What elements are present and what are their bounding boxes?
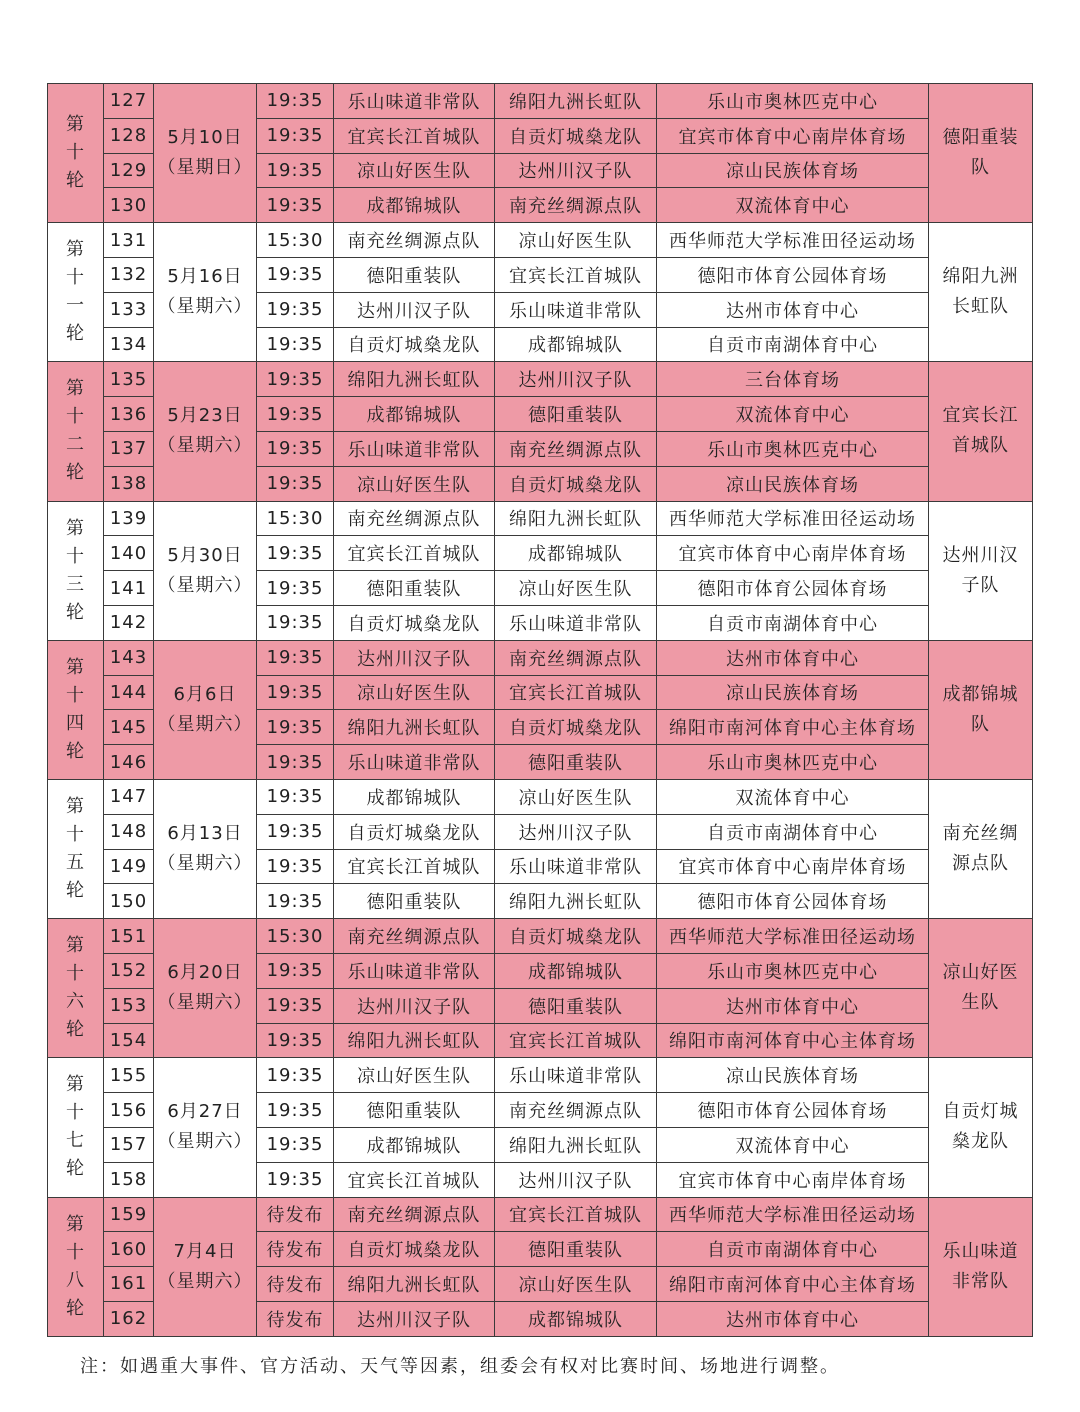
match-number: 129: [104, 153, 154, 188]
match-row: [48, 362, 1033, 397]
match-number: 131: [104, 223, 154, 258]
away-team: 成都锦城队: [495, 953, 657, 988]
kickoff-time: 待发布: [257, 1267, 334, 1302]
venue: 凉山民族体育场: [657, 153, 929, 188]
away-team: 自贡灯城燊龙队: [495, 710, 657, 745]
venue: 自贡市南湖体育中心: [657, 1232, 929, 1267]
home-team: 达州川汉子队: [334, 988, 495, 1023]
round-label: 第 十 轮: [48, 84, 104, 223]
venue: 宜宾市体育中心南岸体育场: [657, 849, 929, 884]
away-team: 宜宾长江首城队: [495, 1197, 657, 1232]
match-date: [154, 919, 257, 1058]
kickoff-time: 19:35: [257, 466, 334, 501]
away-team: 南充丝绸源点队: [495, 640, 657, 675]
match-number: 132: [104, 257, 154, 292]
venue: 西华师范大学标准田径运动场: [657, 223, 929, 258]
date-text: 7月4日: [173, 1240, 237, 1262]
venue: 德阳市体育公园体育场: [657, 571, 929, 606]
date-text: 5月30日: [167, 544, 243, 566]
bye-team: 自贡灯城 燊龙队: [929, 1058, 1033, 1197]
weekday-text: （星期六）: [157, 1270, 253, 1292]
venue: 宜宾市体育中心南岸体育场: [657, 536, 929, 571]
away-team: 绵阳九洲长虹队: [495, 84, 657, 119]
weekday-text: （星期六）: [157, 713, 253, 735]
venue: 宜宾市体育中心南岸体育场: [657, 118, 929, 153]
venue: 双流体育中心: [657, 1127, 929, 1162]
away-team: 自贡灯城燊龙队: [495, 466, 657, 501]
match-date: [154, 362, 257, 501]
match-date: [154, 1058, 257, 1197]
match-number: 133: [104, 292, 154, 327]
venue: 双流体育中心: [657, 397, 929, 432]
match-number: 156: [104, 1093, 154, 1128]
home-team: 乐山味道非常队: [334, 745, 495, 780]
home-team: 南充丝绸源点队: [334, 919, 495, 954]
weekday-text: （星期六）: [157, 853, 253, 875]
home-team: 宜宾长江首城队: [334, 536, 495, 571]
weekday-text: （星期六）: [157, 992, 253, 1014]
match-number: 135: [104, 362, 154, 397]
venue: 达州市体育中心: [657, 1301, 929, 1336]
kickoff-time: 19:35: [257, 84, 334, 119]
round-label: 第 十 五 轮: [48, 779, 104, 918]
home-team: 乐山味道非常队: [334, 953, 495, 988]
match-number: 139: [104, 501, 154, 536]
bye-team: 绵阳九洲 长虹队: [929, 223, 1033, 362]
match-number: 150: [104, 884, 154, 919]
away-team: 宜宾长江首城队: [495, 1023, 657, 1058]
away-team: 乐山味道非常队: [495, 605, 657, 640]
home-team: 德阳重装队: [334, 571, 495, 606]
venue: 乐山市奥林匹克中心: [657, 745, 929, 780]
home-team: 宜宾长江首城队: [334, 118, 495, 153]
home-team: 绵阳九洲长虹队: [334, 1023, 495, 1058]
away-team: 宜宾长江首城队: [495, 675, 657, 710]
kickoff-time: 19:35: [257, 188, 334, 223]
match-number: 128: [104, 118, 154, 153]
match-number: 137: [104, 431, 154, 466]
venue: 自贡市南湖体育中心: [657, 327, 929, 362]
venue: 德阳市体育公园体育场: [657, 257, 929, 292]
kickoff-time: 19:35: [257, 1162, 334, 1197]
match-number: 146: [104, 745, 154, 780]
venue: 达州市体育中心: [657, 292, 929, 327]
date-text: 6月6日: [173, 683, 237, 705]
home-team: 达州川汉子队: [334, 640, 495, 675]
venue: 凉山民族体育场: [657, 1058, 929, 1093]
match-date: [154, 779, 257, 918]
kickoff-time: 19:35: [257, 1058, 334, 1093]
kickoff-time: 19:35: [257, 1127, 334, 1162]
kickoff-time: 待发布: [257, 1232, 334, 1267]
match-number: 143: [104, 640, 154, 675]
kickoff-time: 19:35: [257, 640, 334, 675]
kickoff-time: 待发布: [257, 1301, 334, 1336]
venue: 乐山市奥林匹克中心: [657, 84, 929, 119]
home-team: 德阳重装队: [334, 257, 495, 292]
away-team: 凉山好医生队: [495, 571, 657, 606]
home-team: 达州川汉子队: [334, 1301, 495, 1336]
round-label: 第 十 四 轮: [48, 640, 104, 779]
bye-team: 凉山好医 生队: [929, 919, 1033, 1058]
kickoff-time: 19:35: [257, 362, 334, 397]
match-number: 142: [104, 605, 154, 640]
venue: 绵阳市南河体育中心主体育场: [657, 1267, 929, 1302]
match-number: 136: [104, 397, 154, 432]
away-team: 达州川汉子队: [495, 153, 657, 188]
away-team: 凉山好医生队: [495, 223, 657, 258]
venue: 达州市体育中心: [657, 640, 929, 675]
away-team: 德阳重装队: [495, 745, 657, 780]
date-text: 5月23日: [167, 405, 243, 427]
weekday-text: （星期六）: [157, 296, 253, 318]
match-number: 130: [104, 188, 154, 223]
match-date: [154, 501, 257, 640]
away-team: 宜宾长江首城队: [495, 257, 657, 292]
bye-team: 达州川汉 子队: [929, 501, 1033, 640]
match-number: 162: [104, 1301, 154, 1336]
home-team: 南充丝绸源点队: [334, 501, 495, 536]
match-row: [48, 1197, 1033, 1232]
venue: 凉山民族体育场: [657, 675, 929, 710]
match-number: 160: [104, 1232, 154, 1267]
match-number: 154: [104, 1023, 154, 1058]
home-team: 凉山好医生队: [334, 153, 495, 188]
away-team: 自贡灯城燊龙队: [495, 919, 657, 954]
home-team: 自贡灯城燊龙队: [334, 327, 495, 362]
venue: 凉山民族体育场: [657, 466, 929, 501]
round-label: 第 十 八 轮: [48, 1197, 104, 1336]
date-text: 5月16日: [167, 266, 243, 288]
bye-team: 成都锦城队: [929, 640, 1033, 779]
kickoff-time: 19:35: [257, 153, 334, 188]
kickoff-time: 19:35: [257, 571, 334, 606]
venue: 绵阳市南河体育中心主体育场: [657, 710, 929, 745]
away-team: 南充丝绸源点队: [495, 1093, 657, 1128]
kickoff-time: 19:35: [257, 1093, 334, 1128]
match-date: [154, 1197, 257, 1336]
home-team: 绵阳九洲长虹队: [334, 362, 495, 397]
bye-team: 德阳重装队: [929, 84, 1033, 223]
away-team: 绵阳九洲长虹队: [495, 501, 657, 536]
venue: 乐山市奥林匹克中心: [657, 953, 929, 988]
kickoff-time: 19:35: [257, 849, 334, 884]
away-team: 凉山好医生队: [495, 779, 657, 814]
match-number: 159: [104, 1197, 154, 1232]
round-label: 第 十 三 轮: [48, 501, 104, 640]
home-team: 成都锦城队: [334, 397, 495, 432]
home-team: 乐山味道非常队: [334, 431, 495, 466]
kickoff-time: 15:30: [257, 223, 334, 258]
kickoff-time: 19:35: [257, 1023, 334, 1058]
kickoff-time: 19:35: [257, 431, 334, 466]
date-text: 6月13日: [167, 823, 243, 845]
away-team: 成都锦城队: [495, 1301, 657, 1336]
venue: 乐山市奥林匹克中心: [657, 431, 929, 466]
away-team: 成都锦城队: [495, 536, 657, 571]
away-team: 南充丝绸源点队: [495, 431, 657, 466]
away-team: 绵阳九洲长虹队: [495, 884, 657, 919]
match-number: 151: [104, 919, 154, 954]
away-team: 乐山味道非常队: [495, 1058, 657, 1093]
match-row: [48, 919, 1033, 954]
match-row: [48, 779, 1033, 814]
weekday-text: （星期六）: [157, 1131, 253, 1153]
kickoff-time: 19:35: [257, 118, 334, 153]
match-number: 138: [104, 466, 154, 501]
home-team: 自贡灯城燊龙队: [334, 814, 495, 849]
kickoff-time: 19:35: [257, 257, 334, 292]
match-number: 155: [104, 1058, 154, 1093]
date-text: 6月27日: [167, 1101, 243, 1123]
bye-team: 宜宾长江 首城队: [929, 362, 1033, 501]
match-row: [48, 640, 1033, 675]
kickoff-time: 19:35: [257, 605, 334, 640]
kickoff-time: 19:35: [257, 710, 334, 745]
match-number: 157: [104, 1127, 154, 1162]
home-team: 宜宾长江首城队: [334, 849, 495, 884]
home-team: 成都锦城队: [334, 188, 495, 223]
round-label: 第 十 一 轮: [48, 223, 104, 362]
home-team: 德阳重装队: [334, 1093, 495, 1128]
bye-team: 南充丝绸 源点队: [929, 779, 1033, 918]
venue: 双流体育中心: [657, 188, 929, 223]
home-team: 乐山味道非常队: [334, 84, 495, 119]
venue: 绵阳市南河体育中心主体育场: [657, 1023, 929, 1058]
round-label: 第 十 六 轮: [48, 919, 104, 1058]
match-number: 149: [104, 849, 154, 884]
home-team: 凉山好医生队: [334, 1058, 495, 1093]
kickoff-time: 19:35: [257, 745, 334, 780]
venue: 达州市体育中心: [657, 988, 929, 1023]
home-team: 达州川汉子队: [334, 292, 495, 327]
home-team: 凉山好医生队: [334, 466, 495, 501]
match-date: [154, 640, 257, 779]
match-number: 152: [104, 953, 154, 988]
date-text: 5月10日: [167, 127, 243, 149]
kickoff-time: 19:35: [257, 397, 334, 432]
kickoff-time: 19:35: [257, 536, 334, 571]
away-team: 德阳重装队: [495, 1232, 657, 1267]
match-number: 161: [104, 1267, 154, 1302]
weekday-text: （星期六）: [157, 435, 253, 457]
kickoff-time: 19:35: [257, 779, 334, 814]
away-team: 乐山味道非常队: [495, 849, 657, 884]
away-team: 南充丝绸源点队: [495, 188, 657, 223]
venue: 宜宾市体育中心南岸体育场: [657, 1162, 929, 1197]
match-row: [48, 1058, 1033, 1093]
away-team: 德阳重装队: [495, 397, 657, 432]
venue: 德阳市体育公园体育场: [657, 1093, 929, 1128]
away-team: 成都锦城队: [495, 327, 657, 362]
away-team: 自贡灯城燊龙队: [495, 118, 657, 153]
home-team: 自贡灯城燊龙队: [334, 605, 495, 640]
weekday-text: （星期六）: [157, 574, 253, 596]
venue: 西华师范大学标准田径运动场: [657, 919, 929, 954]
match-row: [48, 501, 1033, 536]
away-team: 达州川汉子队: [495, 1162, 657, 1197]
match-date: [154, 223, 257, 362]
home-team: 凉山好医生队: [334, 675, 495, 710]
kickoff-time: 19:35: [257, 988, 334, 1023]
home-team: 成都锦城队: [334, 1127, 495, 1162]
home-team: 德阳重装队: [334, 884, 495, 919]
schedule-table: [47, 83, 1033, 1337]
kickoff-time: 15:30: [257, 501, 334, 536]
away-team: 乐山味道非常队: [495, 292, 657, 327]
home-team: 南充丝绸源点队: [334, 223, 495, 258]
match-number: 148: [104, 814, 154, 849]
away-team: 德阳重装队: [495, 988, 657, 1023]
venue: 自贡市南湖体育中心: [657, 814, 929, 849]
match-number: 127: [104, 84, 154, 119]
match-number: 147: [104, 779, 154, 814]
kickoff-time: 19:35: [257, 884, 334, 919]
weekday-text: （星期日）: [157, 157, 253, 179]
round-label: 第 十 七 轮: [48, 1058, 104, 1197]
home-team: 绵阳九洲长虹队: [334, 710, 495, 745]
kickoff-time: 19:35: [257, 327, 334, 362]
kickoff-time: 19:35: [257, 675, 334, 710]
match-number: 158: [104, 1162, 154, 1197]
footnote: 注：如遇重大事件、官方活动、天气等因素，组委会有权对比赛时间、场地进行调整。: [80, 1356, 840, 1377]
venue: 德阳市体育公园体育场: [657, 884, 929, 919]
kickoff-time: 19:35: [257, 814, 334, 849]
venue: 西华师范大学标准田径运动场: [657, 501, 929, 536]
match-date: [154, 84, 257, 223]
date-text: 6月20日: [167, 962, 243, 984]
away-team: 达州川汉子队: [495, 362, 657, 397]
kickoff-time: 15:30: [257, 919, 334, 954]
match-number: 145: [104, 710, 154, 745]
venue: 自贡市南湖体育中心: [657, 605, 929, 640]
match-number: 134: [104, 327, 154, 362]
venue: 西华师范大学标准田径运动场: [657, 1197, 929, 1232]
match-number: 140: [104, 536, 154, 571]
kickoff-time: 19:35: [257, 292, 334, 327]
home-team: 成都锦城队: [334, 779, 495, 814]
home-team: 绵阳九洲长虹队: [334, 1267, 495, 1302]
home-team: 宜宾长江首城队: [334, 1162, 495, 1197]
home-team: 自贡灯城燊龙队: [334, 1232, 495, 1267]
away-team: 达州川汉子队: [495, 814, 657, 849]
home-team: 南充丝绸源点队: [334, 1197, 495, 1232]
kickoff-time: 待发布: [257, 1197, 334, 1232]
match-number: 153: [104, 988, 154, 1023]
venue: 三台体育场: [657, 362, 929, 397]
round-label: 第 十 二 轮: [48, 362, 104, 501]
kickoff-time: 19:35: [257, 953, 334, 988]
away-team: 绵阳九洲长虹队: [495, 1127, 657, 1162]
bye-team: 乐山味道 非常队: [929, 1197, 1033, 1336]
match-row: [48, 84, 1033, 119]
match-row: [48, 223, 1033, 258]
venue: 双流体育中心: [657, 779, 929, 814]
match-number: 141: [104, 571, 154, 606]
away-team: 凉山好医生队: [495, 1267, 657, 1302]
match-number: 144: [104, 675, 154, 710]
